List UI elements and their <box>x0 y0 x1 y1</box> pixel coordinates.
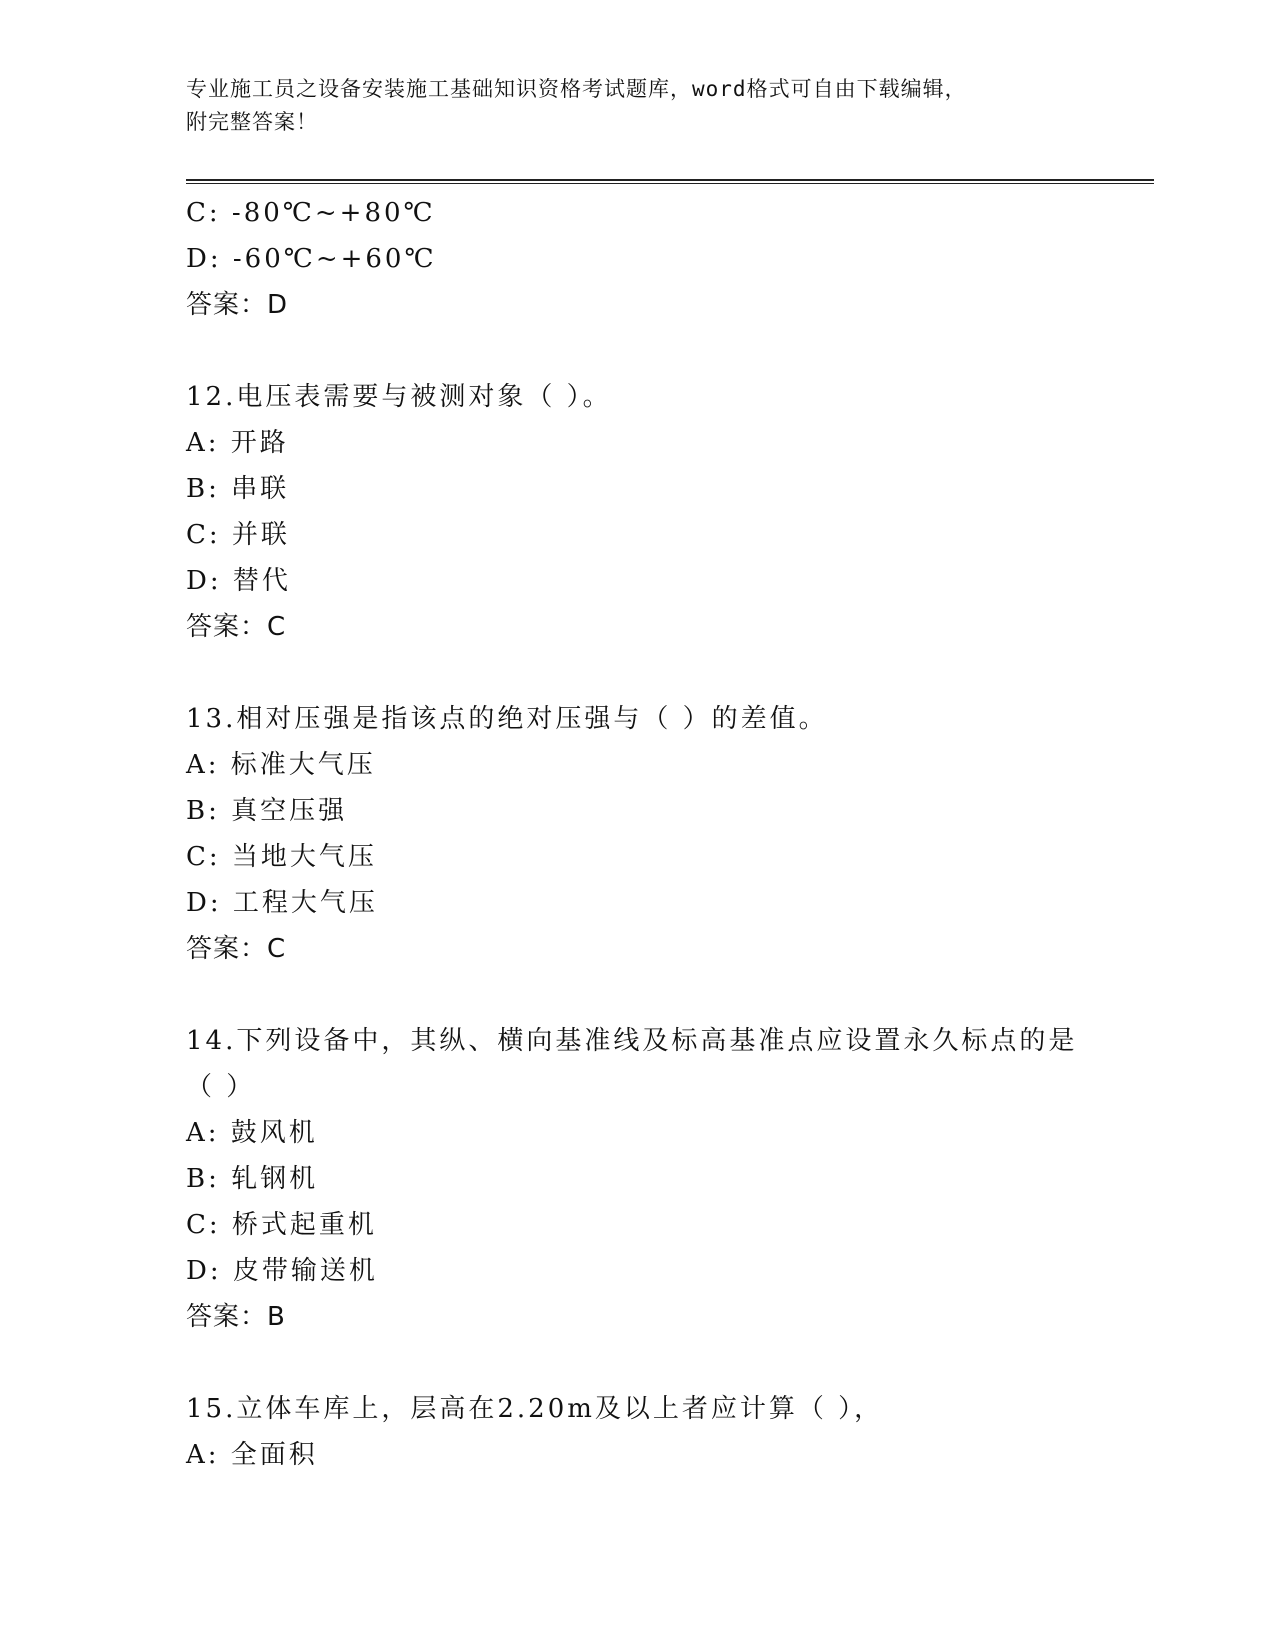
option-c: C: 并联 <box>186 520 290 550</box>
question-13 <box>186 696 1156 972</box>
header-divider-thick <box>186 179 1154 181</box>
header-title-line-1: 专业施工员之设备安装施工基础知识资格考试题库，word格式可自由下载编辑， <box>186 77 967 101</box>
spacer <box>186 328 1156 374</box>
spacer <box>186 1340 1156 1386</box>
question-stem: 15.立体车库上，层高在2.20m及以上者应计算（ ）， <box>186 1394 884 1424</box>
question-12 <box>186 374 1156 650</box>
question-stem: 12.电压表需要与被测对象（ ）。 <box>186 382 612 412</box>
option-a: A: 全面积 <box>186 1440 318 1470</box>
answer-line: 答案：C <box>186 612 287 642</box>
question-stem-line-1: 14.下列设备中，其纵、横向基准线及标高基准点应设置永久标点的是 <box>186 1026 1078 1056</box>
option-b: B: 真空压强 <box>186 796 348 826</box>
question-15 <box>186 1386 1156 1478</box>
option-a: A: 标准大气压 <box>186 750 376 780</box>
question-content <box>186 190 1156 1478</box>
option-d: D: -60℃~+60℃ <box>186 244 437 274</box>
spacer <box>186 972 1156 1018</box>
question-stem: 13.相对压强是指该点的绝对压强与（ ）的差值。 <box>186 704 828 734</box>
option-c: C: 桥式起重机 <box>186 1210 377 1240</box>
answer-line: 答案：D <box>186 290 289 320</box>
question-11-partial <box>186 190 1156 328</box>
document-header <box>186 73 1086 139</box>
option-c: C: 当地大气压 <box>186 842 377 872</box>
header-divider-thin <box>186 183 1154 184</box>
answer-line: 答案：C <box>186 934 287 964</box>
option-b: B: 轧钢机 <box>186 1164 319 1194</box>
option-a: A: 鼓风机 <box>186 1118 318 1148</box>
question-stem-line-2: （ ） <box>186 1072 256 1102</box>
header-title-line-2: 附完整答案！ <box>186 110 318 134</box>
option-d: D: 替代 <box>186 566 291 596</box>
option-d: D: 工程大气压 <box>186 888 378 918</box>
option-b: B: 串联 <box>186 474 290 504</box>
question-14 <box>186 1018 1156 1340</box>
option-d: D: 皮带输送机 <box>186 1256 378 1286</box>
answer-line: 答案：B <box>186 1302 286 1332</box>
option-c: C: -80℃~+80℃ <box>186 198 436 228</box>
spacer <box>186 650 1156 696</box>
option-a: A: 开路 <box>186 428 289 458</box>
